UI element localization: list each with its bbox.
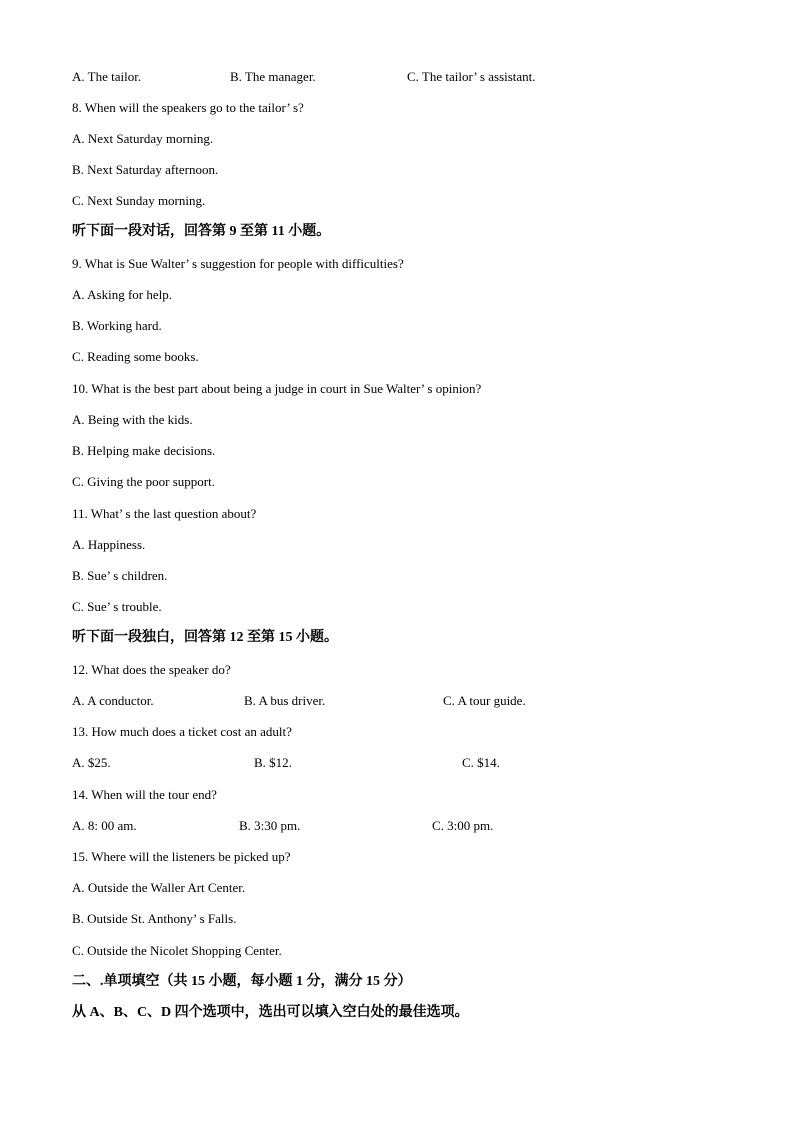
q7-option-b: B. The manager. [230, 69, 316, 84]
q13-option-a: A. $25. [72, 755, 111, 770]
q10-option-a: A. Being with the kids. [72, 412, 193, 427]
q10-option-b: B. Helping make decisions. [72, 443, 216, 458]
q15-question: 15. Where will the listeners be picked up? [72, 849, 291, 864]
part2-instruction: 从 A、B、C、D 四个选项中，选出可以填入空白处的最佳选项。 [72, 1005, 469, 1020]
part2-heading: 二、.单项填空（共 15 小题，每小题 1 分，满分 15 分） [72, 974, 412, 989]
q8-option-a: A. Next Saturday morning. [72, 131, 214, 146]
q12-option-a: A. A conductor. [72, 693, 154, 708]
q9-option-c: C. Reading some books. [72, 349, 199, 364]
q9-question: 9. What is Sue Walter’ s suggestion for people with difficulties? [72, 256, 404, 271]
q8-question: 8. When will the speakers go to the tailor’ s? [72, 100, 304, 115]
q9-option-a: A. Asking for help. [72, 287, 173, 302]
q11-option-c: C. Sue’ s trouble. [72, 599, 162, 614]
q12-option-b: B. A bus driver. [244, 693, 326, 708]
q15-option-b: B. Outside St. Anthony’ s Falls. [72, 911, 237, 926]
q13-question: 13. How much does a ticket cost an adult? [72, 724, 292, 739]
q15-option-c: C. Outside the Nicolet Shopping Center. [72, 943, 282, 958]
section-heading-9-11: 听下面一段对话，回答第 9 至第 11 小题。 [72, 224, 331, 239]
q13-option-b: B. $12. [254, 755, 292, 770]
q8-option-b: B. Next Saturday afternoon. [72, 162, 219, 177]
q10-question: 10. What is the best part about being a judge in court in Sue Walter’ s opinion? [72, 381, 482, 396]
q12-question: 12. What does the speaker do? [72, 662, 231, 677]
q7-option-a: A. The tailor. [72, 69, 142, 84]
q11-question: 11. What’ s the last question about? [72, 506, 257, 521]
q9-option-b: B. Working hard. [72, 318, 162, 333]
q14-question: 14. When will the tour end? [72, 787, 217, 802]
q14-option-a: A. 8: 00 am. [72, 818, 137, 833]
q11-option-a: A. Happiness. [72, 537, 146, 552]
q7-option-c: C. The tailor’ s assistant. [407, 69, 536, 84]
section-heading-12-15: 听下面一段独白，回答第 12 至第 15 小题。 [72, 630, 338, 645]
q11-option-b: B. Sue’ s children. [72, 568, 168, 583]
q8-option-c: C. Next Sunday morning. [72, 193, 206, 208]
q12-option-c: C. A tour guide. [443, 693, 526, 708]
q15-option-a: A. Outside the Waller Art Center. [72, 880, 246, 895]
q14-option-b: B. 3:30 pm. [239, 818, 301, 833]
q10-option-c: C. Giving the poor support. [72, 474, 215, 489]
q13-option-c: C. $14. [462, 755, 500, 770]
q14-option-c: C. 3:00 pm. [432, 818, 494, 833]
